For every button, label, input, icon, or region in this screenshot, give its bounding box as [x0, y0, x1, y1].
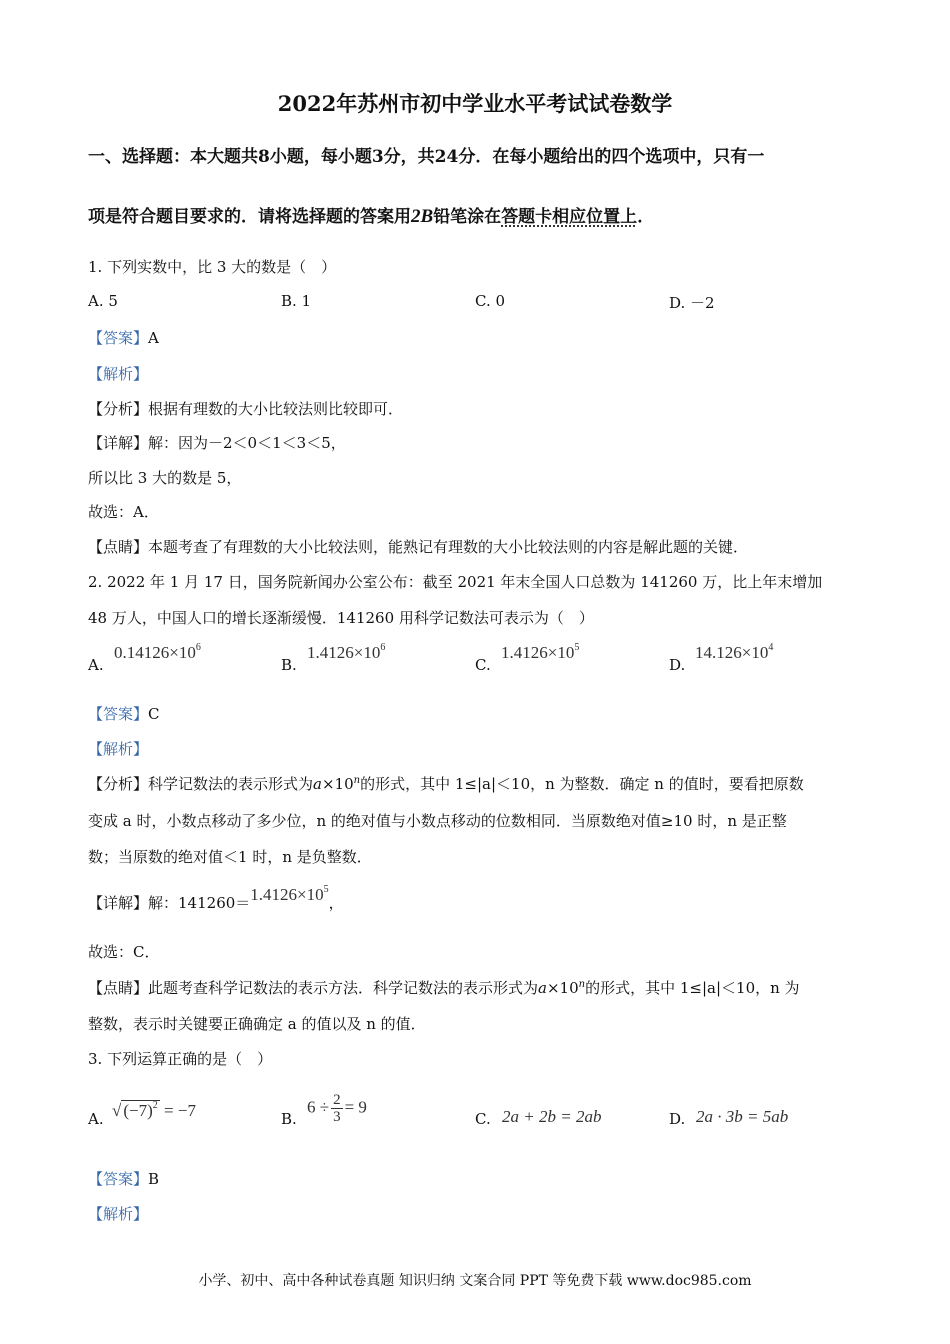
emphasis-text: 答题卡相应位置上 [501, 207, 638, 227]
section-text: 项是符合题目要求的．请将选择题的答案用 [88, 207, 411, 227]
option-rhs: = 9 [344, 1097, 367, 1117]
q2-option-d-label: D. [669, 656, 686, 674]
dianjing-text: 此题考查科学记数法的表示方法．科学记数法的表示形式为 [148, 979, 539, 997]
option-lhs: 6 ÷ [307, 1097, 330, 1117]
section-heading-line1: 一、选择题：本大题共8小题，每小题3分，共24分．在每小题给出的四个选项中，只有一 [88, 147, 765, 167]
q2-option-d [695, 642, 773, 663]
q2-option-b-label: B. [281, 656, 297, 674]
section-text: ． [637, 207, 655, 227]
answer-tag: 【答案】 [88, 1170, 149, 1188]
q3-answer [88, 1168, 159, 1189]
q1-stem: 1. 下列实数中，比 3 大的数是（ ） [88, 258, 337, 276]
q2-analysis-tag: 【解析】 [88, 740, 149, 758]
option-exponent: 5 [574, 642, 580, 653]
fenxi-text: 的形式，其中 1≤|a|＜10，n 为整数．确定 n 的值时，要看把原数 [360, 775, 804, 793]
q1-dianjing [88, 536, 748, 557]
times-ten: ×10 [321, 775, 354, 793]
q3-option-c-label: C. [475, 1110, 491, 1128]
var-a: a [313, 775, 322, 793]
option-base: 14.126×10 [695, 643, 769, 662]
q1-option-d: D. －2 [669, 294, 715, 312]
xiangjie-expr [250, 885, 328, 904]
option-rhs: = −7 [164, 1101, 196, 1120]
q1-option-b: B. 1 [281, 292, 312, 310]
dianjing-tag: 【点睛】 [88, 979, 149, 997]
answer-value: C [148, 705, 160, 723]
expr-exponent: 5 [323, 884, 329, 895]
section-heading-line2 [88, 202, 654, 228]
q3-stem: 3. 下列运算正确的是（ ） [88, 1050, 273, 1068]
q3-option-b-label: B. [281, 1110, 297, 1128]
expr-base: 1.4126×10 [250, 885, 324, 904]
page-title: 2022年苏州市初中学业水平考试试卷数学 [277, 91, 673, 116]
q2-answer [88, 703, 160, 724]
q2-dianjing-line2: 整数，表示时关键要正确确定 a 的值以及 n 的值． [88, 1015, 426, 1033]
q1-option-a: A. 5 [88, 292, 118, 310]
answer-tag: 【答案】 [88, 705, 149, 723]
q3-option-d-label: D. [669, 1110, 686, 1128]
q3-option-a: √ $(-7)^2 = -7$ [112, 1100, 196, 1120]
fraction-denominator: 3 [333, 1109, 341, 1125]
q3-analysis-tag: 【解析】 [88, 1205, 149, 1223]
q2-fenxi-line1 [88, 773, 804, 794]
var-a: a [538, 979, 547, 997]
fraction-numerator: 2 [333, 1092, 341, 1108]
times-ten: ×10 [546, 979, 579, 997]
q1-line2: 所以比 3 大的数是 5， [88, 469, 242, 487]
xiangjie-end: ， [328, 894, 344, 912]
option-exponent: 6 [195, 642, 201, 653]
q2-option-a-label: A. [88, 656, 104, 674]
option-exponent: 4 [768, 642, 774, 653]
q1-option-c: C. 0 [475, 292, 506, 310]
fenxi-tag: 【分析】 [88, 400, 149, 418]
q1-answer [88, 327, 159, 348]
q3-option-a-label: A. [88, 1110, 104, 1128]
fenxi-text: 科学记数法的表示形式为 [148, 775, 314, 793]
answer-tag: 【答案】 [88, 329, 149, 347]
q1-line3: 故选：A． [88, 503, 159, 521]
q3-option-d: 2a · 3b = 5ab [696, 1107, 789, 1126]
q1-fenxi [88, 398, 403, 419]
q2-fenxi-line3: 数；当原数的绝对值＜1 时，n 是负整数． [88, 848, 372, 866]
var-n: n [578, 979, 586, 990]
sqrt-exponent: 2 [152, 1100, 158, 1111]
xiangjie-tag: 【详解】 [88, 894, 149, 912]
answer-value: B [148, 1170, 160, 1188]
q2-option-b [307, 642, 385, 663]
option-base: 1.4126×10 [307, 643, 381, 662]
pencil-type: 2B [411, 206, 434, 227]
section-text: 铅笔涂在 [433, 207, 502, 227]
q2-stem-line2: 48 万人，中国人口的增长逐渐缓慢．141260 用科学记数法可表示为（ ） [88, 609, 594, 627]
q2-fenxi-line2: 变成 a 时，小数点移动了多少位，n 的绝对值与小数点移动的位数相同．当原数绝对值≥10 时，n 是正整 [88, 812, 787, 830]
q2-xiangjie [88, 884, 344, 913]
fenxi-text: 根据有理数的大小比较法则比较即可． [148, 400, 404, 418]
xiangjie-text: 解：141260＝ [148, 894, 251, 912]
q2-dianjing-line1 [88, 977, 800, 998]
q2-option-a [114, 642, 201, 663]
sqrt-inner: (−7) [123, 1101, 153, 1120]
q1-analysis-tag: 【解析】 [88, 365, 149, 383]
dianjing-text: 本题考查了有理数的大小比较法则，能熟记有理数的大小比较法则的内容是解此题的关键． [148, 538, 749, 556]
xiangjie-tag: 【详解】 [88, 434, 149, 452]
q2-option-c [501, 642, 579, 663]
page-footer: 小学、初中、高中各种试卷真题 知识归纳 文案合同 PPT 等免费下载 www.doc985.com [198, 1273, 752, 1289]
fenxi-tag: 【分析】 [88, 775, 149, 793]
q2-line3: 故选：C． [88, 943, 160, 961]
xiangjie-text: 解：因为－2＜0＜1＜3＜5， [148, 434, 346, 452]
q3-option-b [307, 1092, 367, 1125]
var-n: n [353, 775, 361, 786]
option-base: 1.4126×10 [501, 643, 575, 662]
q1-xiangjie [88, 432, 346, 453]
dianjing-text: 的形式，其中 1≤|a|＜10，n 为 [585, 979, 800, 997]
fraction [331, 1092, 343, 1125]
q3-option-c: 2a + 2b = 2ab [502, 1107, 602, 1126]
q2-stem-line1: 2. 2022 年 1 月 17 日，国务院新闻办公室公布：截至 2021 年末全国人口总数为 141260 万，比上年末增加 [88, 573, 823, 591]
q2-option-c-label: C. [475, 656, 491, 674]
option-base: 0.14126×10 [114, 643, 196, 662]
answer-value: A [148, 329, 159, 347]
option-exponent: 6 [380, 642, 386, 653]
dianjing-tag: 【点睛】 [88, 538, 149, 556]
